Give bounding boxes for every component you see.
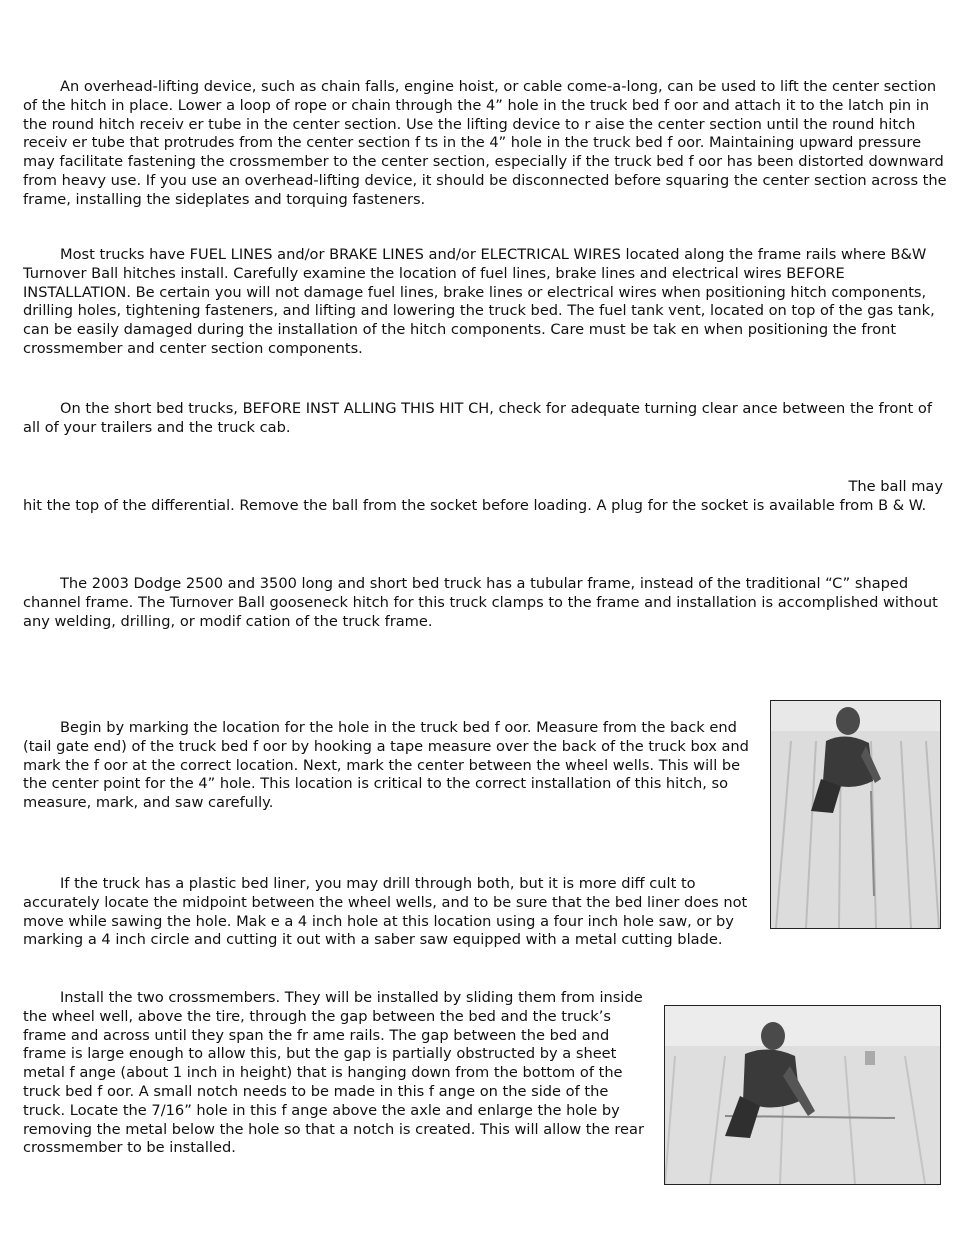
photo-measuring-truck-bed: [770, 700, 941, 929]
photo-marking-truck-bed: [664, 1005, 941, 1185]
paragraph-ball-warning-start: The ball may: [848, 478, 943, 495]
paragraph-bed-liner: If the truck has a plastic bed liner, you may drill through both, but it is more diff cult to accurately locate the midpoint between the wheel wells, and to be sure that the bed liner does not move while sawing the hole. Mak e a 4 inch hole at this location using a four inch hole saw, or by marking a 4 inch circle and cutting it out with a saber saw equipped with a metal cutting blade.: [23, 875, 748, 949]
paragraph-dodge-frame: The 2003 Dodge 2500 and 3500 long and short bed truck has a tubular frame, instead of the traditional “C” shaped channel frame. The Turnover Ball gooseneck hitch for this truck clamps to the frame and installation is accomplished without any welding, drilling, or modif cation of the truck frame.: [23, 575, 938, 630]
paragraph-ball-warning: hit the top of the differential. Remove the ball from the socket before loading. A plug for the socket is available from B & W.: [23, 497, 927, 514]
paragraph-fuel-lines-warning: Most trucks have FUEL LINES and/or BRAKE LINES and/or ELECTRICAL WIRES located along the frame rails where B&W Turnover Ball hitches install. Carefully examine the location of fuel lines, brake lines and electrical wires BEFORE INSTALLATION. Be certain you will not damage fuel lines, brake lines or electrical wires when positioning hitch components, drilling holes, tightening fasteners, and lifting and lowering the truck bed. The fuel tank vent, located on top of the gas tank, can be easily damaged during the installation of the hitch components. Care must be tak en when positioning the front crossmember and center section components.: [23, 246, 935, 357]
paragraph-overhead-lifting: An overhead-lifting device, such as chain falls, engine hoist, or cable come-a-long, can be used to lift the center section of the hitch in place. Lower a loop of rope or chain through the 4” hole in the truck bed f oor and attach it to the latch pin in the round hitch receiv er tube in the center section. Use the lifting device to r aise the center section until the round hitch receiv er tube that protrudes from the center section f ts in the 4” hole in the truck bed f oor. Maintaining upward pressure may facilitate fastening the crossmember to the center section, especially if the truck bed f oor has been distorted downward from heavy use. If you use an overhead-lifting device, it should be disconnected before squaring the center section across the frame, installing the sideplates and torquing fasteners.: [23, 78, 947, 208]
paragraph-short-bed-clearance: On the short bed trucks, BEFORE INST ALLING THIS HIT CH, check for adequate turning clear ance between the front of all of your trailers and the truck cab.: [23, 400, 932, 436]
paragraph-install-crossmembers: Install the two crossmembers. They will be installed by sliding them from inside the wheel well, above the tire, through the gap between the bed and the truck’s frame and across until they span the fr ame rails. The gap between the bed and frame is large enough to allow this, but the gap is partially obstructed by a sheet metal f ange (about 1 inch in height) that is hanging down from the bottom of the truck bed f oor. A small notch needs to be made in this f ange on the side of the truck. Locate the 7/16” hole in this f ange above the axle and enlarge the hole by removing the metal below the hole so that a notch is created. This will allow the rear crossmember to be installed.: [23, 989, 644, 1157]
paragraph-marking-hole: Begin by marking the location for the hole in the truck bed f oor. Measure from the back end (tail gate end) of the truck bed f oor by hooking a tape measure over the back of the truck box and mark the f oor at the correct location. Next, mark the center between the wheel wells. This will be the center point for the 4” hole. This location is critical to the correct installation of this hitch, so measure, mark, and saw carefully.: [23, 719, 749, 812]
